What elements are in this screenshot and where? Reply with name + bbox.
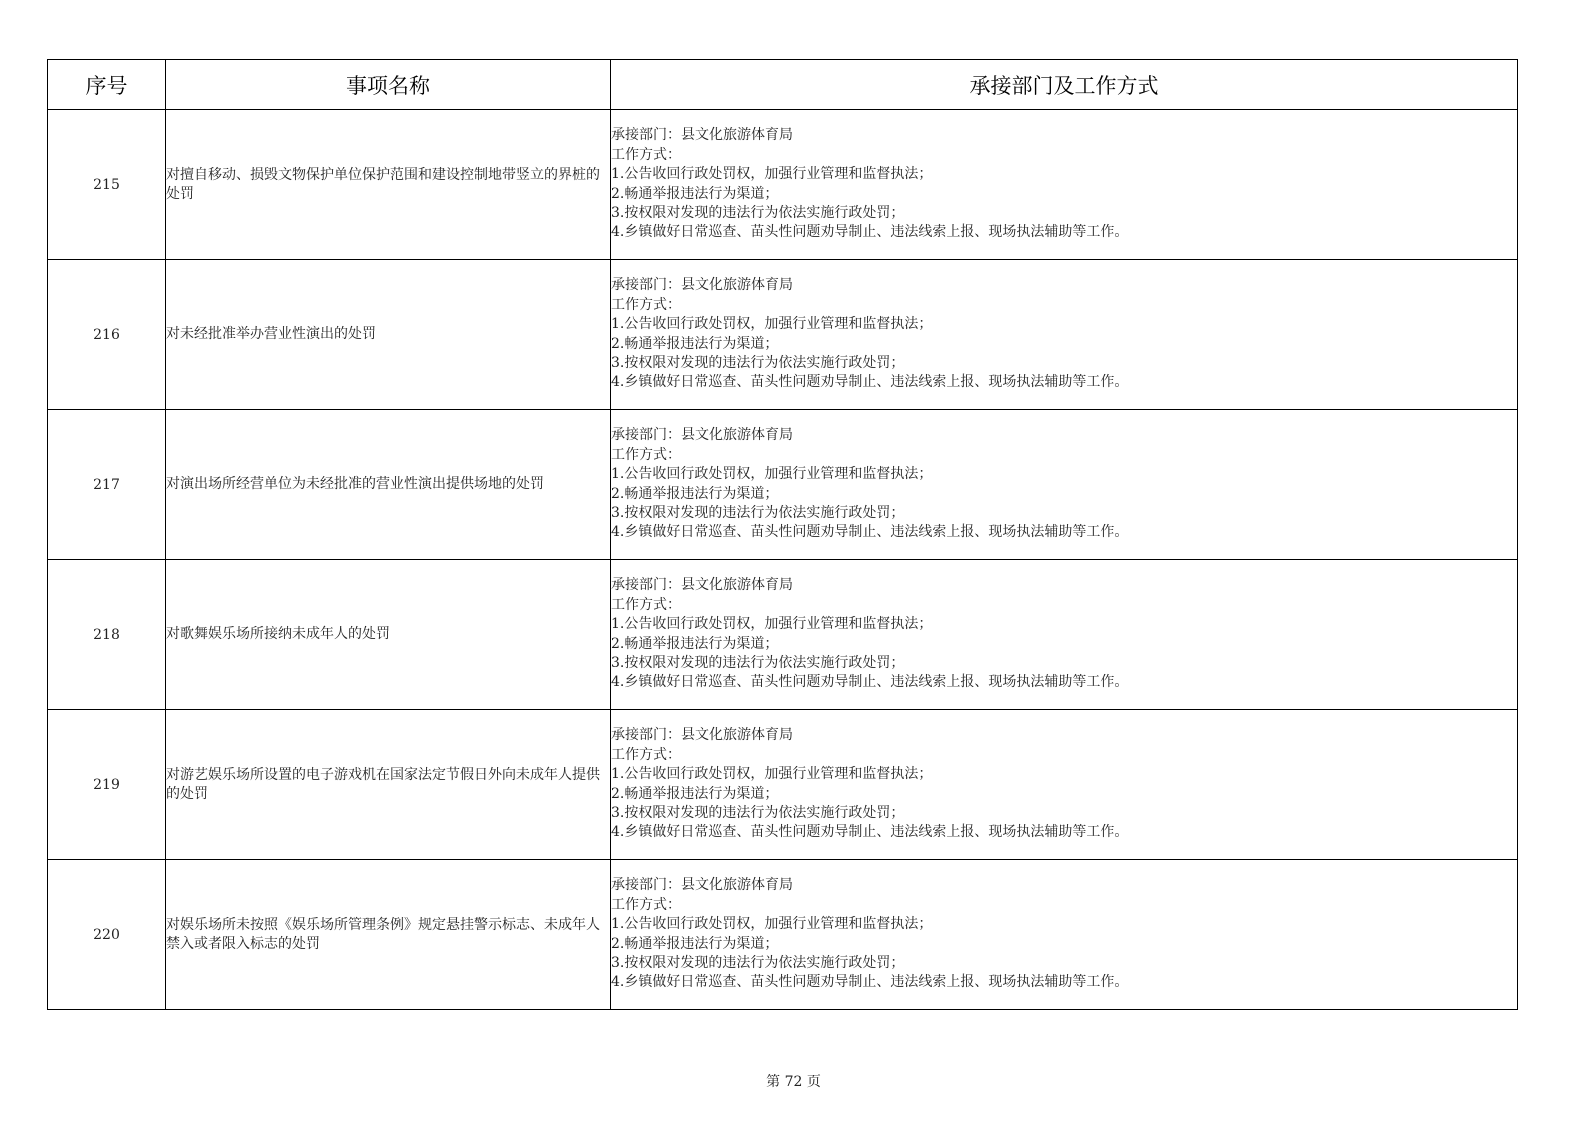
row-number: 219 bbox=[48, 710, 166, 860]
method-line: 1.公告收回行政处罚权，加强行业管理和监督执法； bbox=[611, 466, 933, 483]
table-body bbox=[48, 110, 1518, 1010]
method-line: 2.畅通举报违法行为渠道； bbox=[611, 185, 779, 202]
method-line: 2.畅通举报违法行为渠道； bbox=[611, 485, 779, 502]
method-line: 1.公告收回行政处罚权，加强行业管理和监督执法； bbox=[611, 766, 933, 783]
method-line: 工作方式： bbox=[611, 896, 681, 913]
table-row bbox=[48, 260, 1518, 410]
method-line: 4.乡镇做好日常巡查、苗头性问题劝导制止、违法线索上报、现场执法辅助等工作。 bbox=[611, 674, 1129, 691]
department-method bbox=[611, 560, 1518, 710]
table-row bbox=[48, 860, 1518, 1010]
method-line: 4.乡镇做好日常巡查、苗头性问题劝导制止、违法线索上报、现场执法辅助等工作。 bbox=[611, 524, 1129, 541]
department-method bbox=[611, 110, 1518, 260]
header-item-name: 事项名称 bbox=[166, 60, 611, 110]
method-line: 承接部门：县文化旅游体育局 bbox=[611, 127, 793, 144]
method-line: 1.公告收回行政处罚权，加强行业管理和监督执法； bbox=[611, 916, 933, 933]
table-row bbox=[48, 710, 1518, 860]
method-line: 2.畅通举报违法行为渠道； bbox=[611, 335, 779, 352]
row-number: 216 bbox=[48, 260, 166, 410]
method-line: 3.按权限对发现的违法行为依法实施行政处罚； bbox=[611, 954, 905, 971]
method-line: 承接部门：县文化旅游体育局 bbox=[611, 877, 793, 894]
method-line: 承接部门：县文化旅游体育局 bbox=[611, 427, 793, 444]
method-line: 3.按权限对发现的违法行为依法实施行政处罚； bbox=[611, 804, 905, 821]
method-line: 4.乡镇做好日常巡查、苗头性问题劝导制止、违法线索上报、现场执法辅助等工作。 bbox=[611, 824, 1129, 841]
table-row bbox=[48, 110, 1518, 260]
method-line: 1.公告收回行政处罚权，加强行业管理和监督执法； bbox=[611, 616, 933, 633]
method-line: 工作方式： bbox=[611, 296, 681, 313]
item-name: 对娱乐场所未按照《娱乐场所管理条例》规定悬挂警示标志、未成年人禁入或者限入标志的处罚 bbox=[166, 860, 611, 1010]
method-line: 3.按权限对发现的违法行为依法实施行政处罚； bbox=[611, 204, 905, 221]
method-line: 2.畅通举报违法行为渠道； bbox=[611, 935, 779, 952]
department-method bbox=[611, 860, 1518, 1010]
method-line: 1.公告收回行政处罚权，加强行业管理和监督执法； bbox=[611, 166, 933, 183]
method-line: 3.按权限对发现的违法行为依法实施行政处罚； bbox=[611, 354, 905, 371]
row-number: 217 bbox=[48, 410, 166, 560]
method-line: 承接部门：县文化旅游体育局 bbox=[611, 577, 793, 594]
item-name: 对歌舞娱乐场所接纳未成年人的处罚 bbox=[166, 560, 611, 710]
department-method bbox=[611, 410, 1518, 560]
method-line: 3.按权限对发现的违法行为依法实施行政处罚； bbox=[611, 654, 905, 671]
method-line: 工作方式： bbox=[611, 596, 681, 613]
item-name: 对擅自移动、损毁文物保护单位保护范围和建设控制地带竖立的界桩的处罚 bbox=[166, 110, 611, 260]
method-line: 工作方式： bbox=[611, 146, 681, 163]
items-table bbox=[47, 59, 1518, 1010]
item-name: 对未经批准举办营业性演出的处罚 bbox=[166, 260, 611, 410]
row-number: 218 bbox=[48, 560, 166, 710]
page-number: 第 72 页 bbox=[766, 1074, 821, 1090]
table-header-row bbox=[48, 60, 1518, 110]
header-department-method: 承接部门及工作方式 bbox=[611, 60, 1518, 110]
method-line: 4.乡镇做好日常巡查、苗头性问题劝导制止、违法线索上报、现场执法辅助等工作。 bbox=[611, 224, 1129, 241]
method-line: 承接部门：县文化旅游体育局 bbox=[611, 727, 793, 744]
method-line: 4.乡镇做好日常巡查、苗头性问题劝导制止、违法线索上报、现场执法辅助等工作。 bbox=[611, 974, 1129, 991]
table-row bbox=[48, 560, 1518, 710]
method-line: 承接部门：县文化旅游体育局 bbox=[611, 277, 793, 294]
method-line: 工作方式： bbox=[611, 446, 681, 463]
header-seq: 序号 bbox=[48, 60, 166, 110]
item-name: 对游艺娱乐场所设置的电子游戏机在国家法定节假日外向未成年人提供的处罚 bbox=[166, 710, 611, 860]
row-number: 215 bbox=[48, 110, 166, 260]
method-line: 工作方式： bbox=[611, 746, 681, 763]
method-line: 2.畅通举报违法行为渠道； bbox=[611, 635, 779, 652]
item-name: 对演出场所经营单位为未经批准的营业性演出提供场地的处罚 bbox=[166, 410, 611, 560]
row-number: 220 bbox=[48, 860, 166, 1010]
method-line: 2.畅通举报违法行为渠道； bbox=[611, 785, 779, 802]
table-row bbox=[48, 410, 1518, 560]
department-method bbox=[611, 260, 1518, 410]
department-method bbox=[611, 710, 1518, 860]
method-line: 1.公告收回行政处罚权，加强行业管理和监督执法； bbox=[611, 316, 933, 333]
method-line: 4.乡镇做好日常巡查、苗头性问题劝导制止、违法线索上报、现场执法辅助等工作。 bbox=[611, 374, 1129, 391]
method-line: 3.按权限对发现的违法行为依法实施行政处罚； bbox=[611, 504, 905, 521]
